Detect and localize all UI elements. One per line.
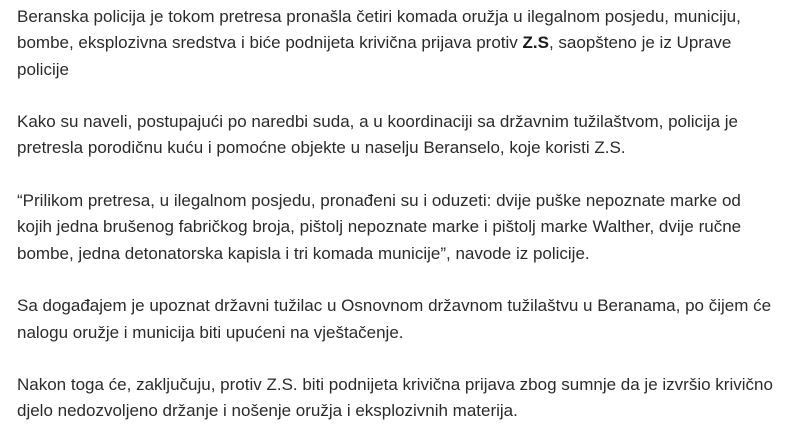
suspect-initials: Z.S xyxy=(522,33,549,53)
paragraph-prosecutor: Sa događajem je upoznat državni tužilac u Osnovnom državnom tužilaštvu u Beranama, po čijem će nalogu oružje i municija biti upućeni na vještačenje. xyxy=(17,296,772,342)
intro-text-start: Beranska policija je tokom pretresa pronašla četiri komada oružja u ilegalnom posjedu, municiju, bombe, eksplozivna sredstva i biće podnijeta krivična prijava protiv xyxy=(17,7,741,53)
paragraph-search-order: Kako su naveli, postupajući po naredbi suda, a u koordinaciji sa državnim tužilaštvom, policija je pretresla porodičnu kuću i pomoćne objekte u naselju Beranselo, koje koristi Z.S. xyxy=(17,112,738,158)
paragraph-police-quote: “Prilikom pretresa, u ilegalnom posjedu, pronađeni su i oduzeti: dvije puške nepoznate marke od kojih jedna brušenog fabričkog broja, pištolj nepoznate marke i pištolj marke Walther, dvije ručne bombe, jedna detonatorska kapisla i tri komada municije”, navode iz policije. xyxy=(17,191,742,263)
intro-text-end: , saopšteno je iz Uprave policije xyxy=(17,33,732,79)
paragraph-charges: Nakon toga će, zaključuju, protiv Z.S. biti podnijeta krivična prijava zbog sumnje da je izvršio krivično djelo nedozvoljeno držanje i nošenje oružja i eksplozivnih materija. xyxy=(17,375,773,421)
paragraph-intro xyxy=(17,4,776,83)
